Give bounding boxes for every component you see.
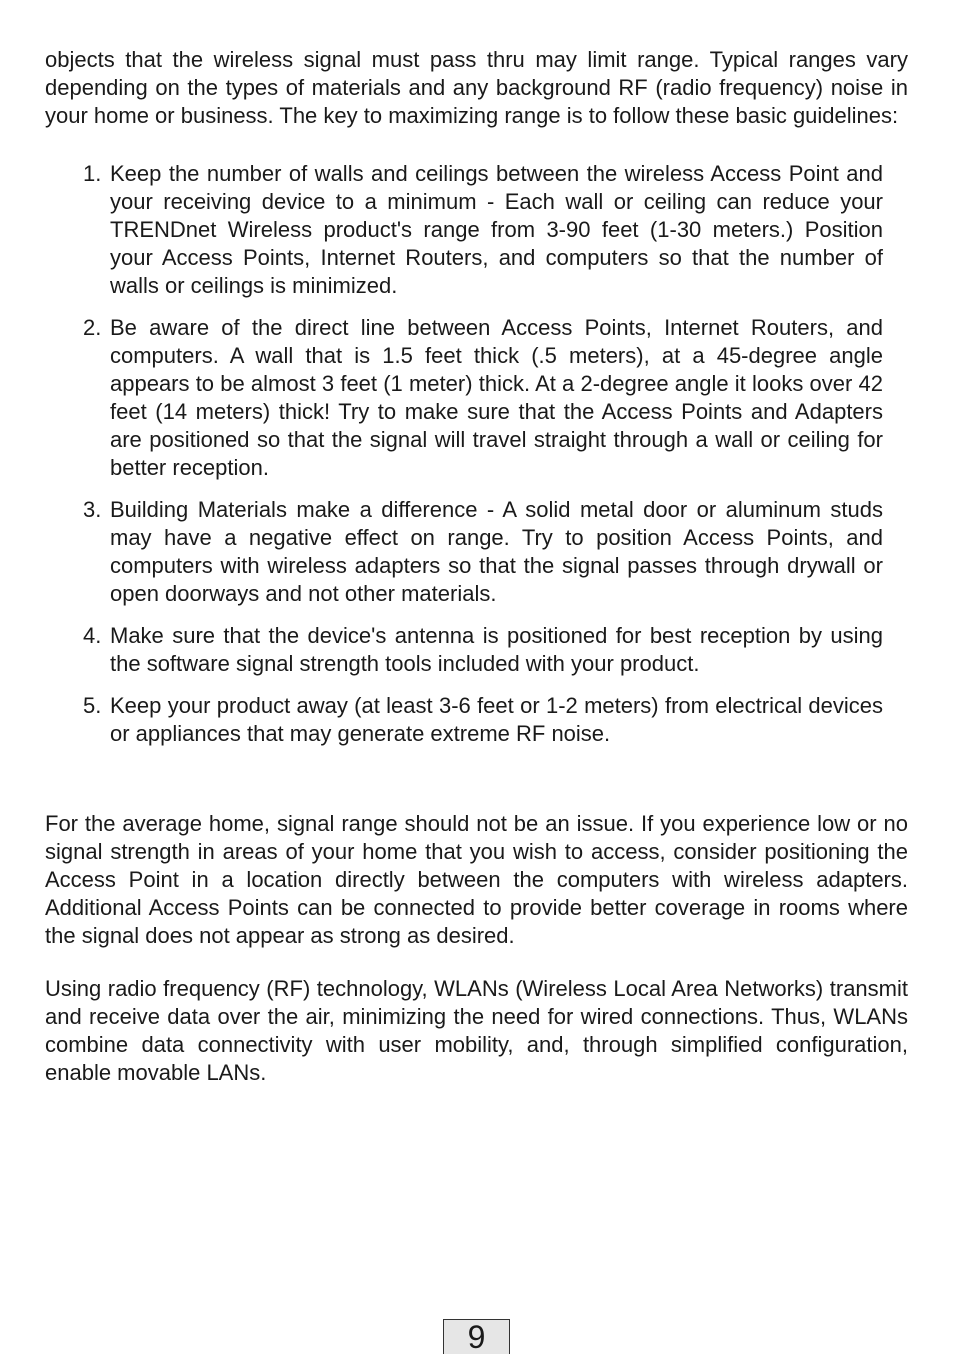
list-item-text: Building Materials make a difference - A solid metal door or aluminum studs may have a negative effect on range. Try to position Access Points, and computers with wireless adapters so that the signal passes through drywall or open doorways and not other materials.: [110, 497, 883, 606]
guidelines-list: [45, 160, 908, 748]
list-item-number: 4.: [83, 623, 102, 648]
list-item-text: Keep your product away (at least 3-6 feet or 1-2 meters) from electrical devices or appliances that may generate extreme RF noise.: [110, 693, 883, 746]
list-item-number: 5.: [83, 693, 102, 718]
list-item-text: Make sure that the device's antenna is positioned for best reception by using the software signal strength tools included with your product.: [110, 623, 883, 676]
page-number: 9: [443, 1319, 510, 1354]
document-page: [45, 46, 908, 1087]
list-item: [83, 160, 883, 300]
list-item-number: 3.: [83, 497, 102, 522]
intro-paragraph: objects that the wireless signal must pass thru may limit range. Typical ranges vary depending on the types of materials and any background RF (radio frequency) noise in your home or business. The key to maximizing range is to follow these basic guidelines:: [45, 47, 908, 128]
list-item-text: Keep the number of walls and ceilings between the wireless Access Point and your receiving device to a minimum - Each wall or ceiling can reduce your TRENDnet Wireless product's range from 3-90 feet (1-30 meters.) Position your Access Points, Internet Routers, and computers so that the number of walls or ceilings is minimized.: [110, 161, 883, 298]
home-range-paragraph: For the average home, signal range should not be an issue. If you experience low or no signal strength in areas of your home that you wish to access, consider positioning the Access Point in a location directly between the computers with wireless adapters. Additional Access Points can be connected to provide better coverage in rooms where the signal does not appear as strong as desired.: [45, 811, 908, 948]
wlan-paragraph: Using radio frequency (RF) technology, WLANs (Wireless Local Area Networks) transmit and receive data over the air, minimizing the need for wired connections. Thus, WLANs combine data connectivity with user mobility, and, through simplified configuration, enable movable LANs.: [45, 976, 908, 1085]
list-item: [83, 622, 883, 678]
list-item-number: 1.: [83, 161, 102, 186]
list-item-text: Be aware of the direct line between Access Points, Internet Routers, and computers. A wall that is 1.5 feet thick (.5 meters), at a 45-degree angle appears to be almost 3 feet (1 meter) thick. At a 2-degree angle it looks over 42 feet (14 meters) thick! Try to make sure that the Access Points and Adapters are positioned so that the signal will travel straight through a wall or ceiling for better reception.: [110, 315, 883, 480]
list-item: [83, 692, 883, 748]
list-item-number: 2.: [83, 315, 102, 340]
list-item: [83, 314, 883, 482]
list-item: [83, 496, 883, 608]
